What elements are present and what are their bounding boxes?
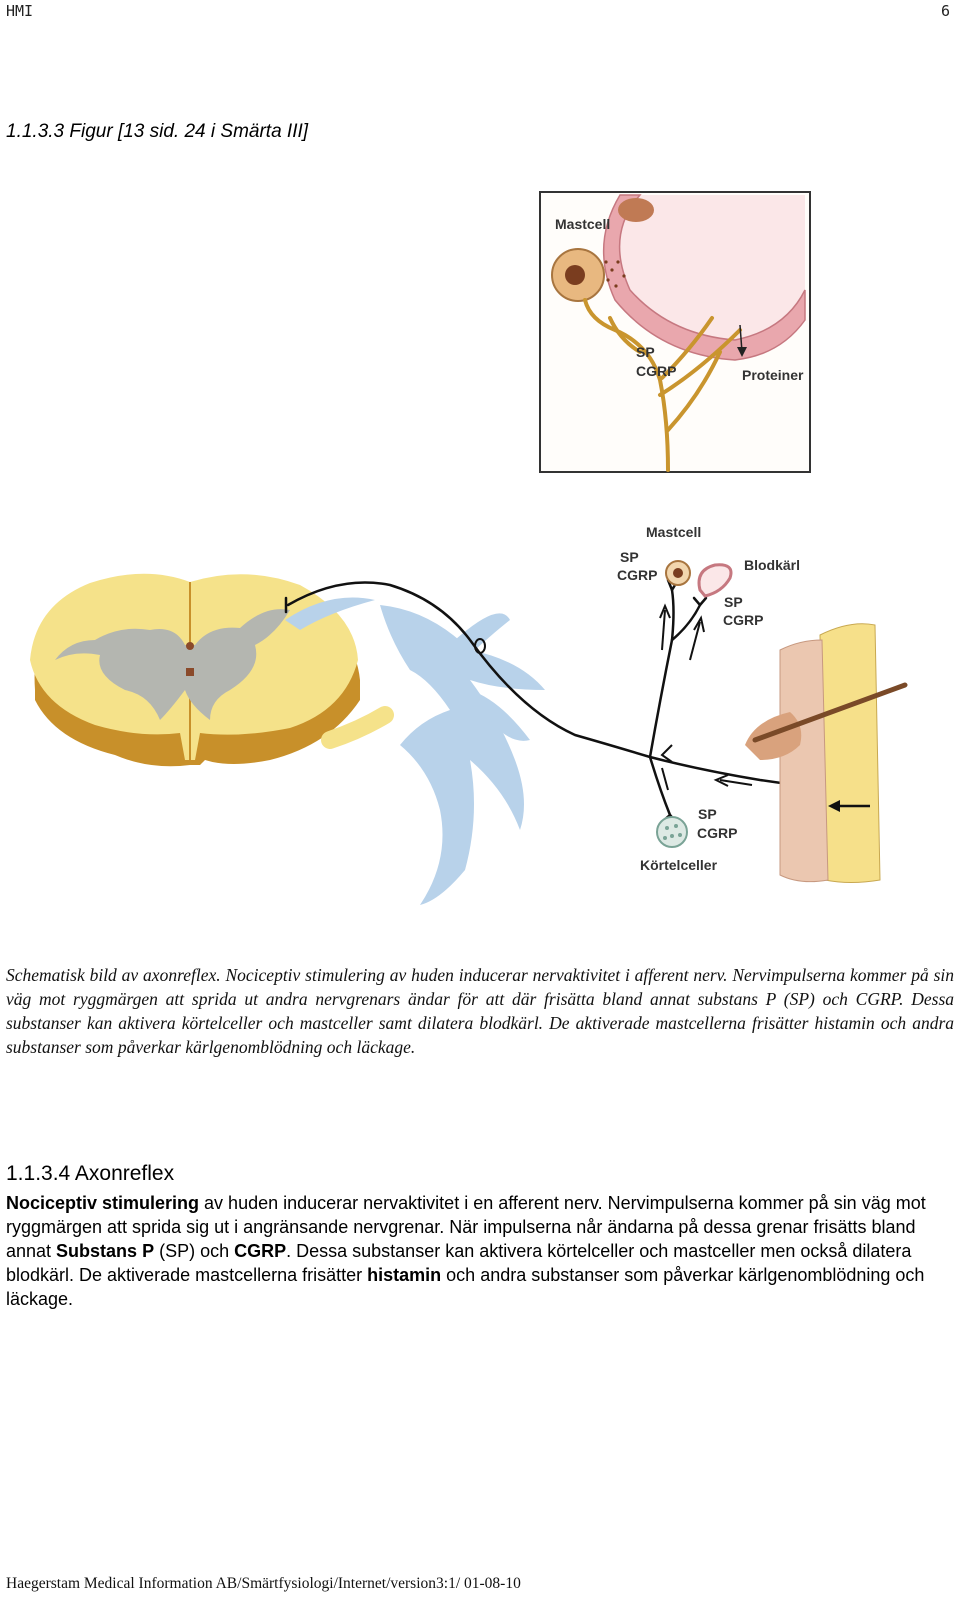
epidermis (780, 640, 828, 882)
skin (745, 624, 905, 883)
figure-caption: Schematisk bild av axonreflex. Nociceptiv stimulering av huden inducerar nervaktivitet i afferent nerv. Nervimpulserna kommer på sin väg mot ryggmärgen att sprida ut andra nervgrenars ändar för att där frisätta bland annat substans P (SP) och CGRP. Dessa substanser kan aktivera körtelceller och mastceller samt dilatera blodkärl. De aktiverade mastcellerna frisätter histamin och andra substanser som påverkar kärlgenomblödning och läckage. (6, 965, 954, 1057)
label-cgrp-lower: CGRP (697, 825, 738, 841)
axon-reflex-figure (0, 172, 960, 937)
mastcell-nucleus (565, 265, 585, 285)
header-title: HMI (6, 2, 34, 20)
gland-cells (657, 817, 687, 847)
label-mastcell: Mastcell (646, 524, 702, 540)
emphasis-histamin: histamin (367, 1265, 442, 1285)
mastcell-core (673, 568, 683, 578)
central-mark (186, 668, 194, 676)
body-segment-3: . Dessa substanser kan aktivera körtelceller och mastceller men också dilatera blodkärl. De aktiverade mastcellerna frisätter (6, 1241, 912, 1285)
label-sp-lower: SP (698, 806, 717, 822)
emphasis-cgrp: CGRP (234, 1241, 287, 1261)
label-cgrp-upper: CGRP (617, 567, 658, 583)
label-inset-mastcell: Mastcell (555, 216, 611, 232)
label-cgrp-middle: CGRP (723, 612, 764, 628)
emphasis-nociceptiv: Nociceptiv stimulering (6, 1193, 200, 1213)
dermis (820, 624, 880, 883)
page-footer: Haegerstam Medical Information AB/Smärtfysiologi/Internet/version3:1/ 01-08-10 (6, 1575, 521, 1592)
body-segment-1: av huden inducerar nervaktivitet i en afferent nerv. Nervimpulserna kommer på sin väg mot ryggmärgen att sprida sig ut i angränsande nervgrenar. När impulserna når ändarna på dessa grenar frisätts bland annat (6, 1193, 926, 1261)
figure-heading: 1.1.3.3 Figur [13 sid. 24 i Smärta III] (6, 121, 309, 142)
inset-panel (540, 192, 810, 472)
label-kortelceller: Körtelceller (640, 857, 718, 873)
label-blodkarl: Blodkärl (744, 557, 801, 573)
page-number: 6 (940, 2, 950, 20)
label-inset-cgrp: CGRP (636, 363, 677, 379)
emphasis-substans-p: Substans P (56, 1241, 155, 1261)
central-canal (186, 642, 194, 650)
body-segment-4: och andra substanser som påverkar kärlgenomblödning och läckage. (6, 1265, 925, 1309)
label-sp-middle: SP (724, 594, 743, 610)
label-sp-upper: SP (620, 549, 639, 565)
label-proteiner: Proteiner (742, 367, 804, 383)
running-header (0, 0, 960, 24)
blood-vessel (699, 565, 731, 596)
section-body (6, 1191, 954, 1311)
body-segment-2: (SP) och (154, 1241, 235, 1261)
label-inset-sp: SP (636, 344, 655, 360)
endothelial-nucleus (618, 198, 654, 222)
section-heading: 1.1.3.4 Axonreflex (6, 1162, 175, 1185)
